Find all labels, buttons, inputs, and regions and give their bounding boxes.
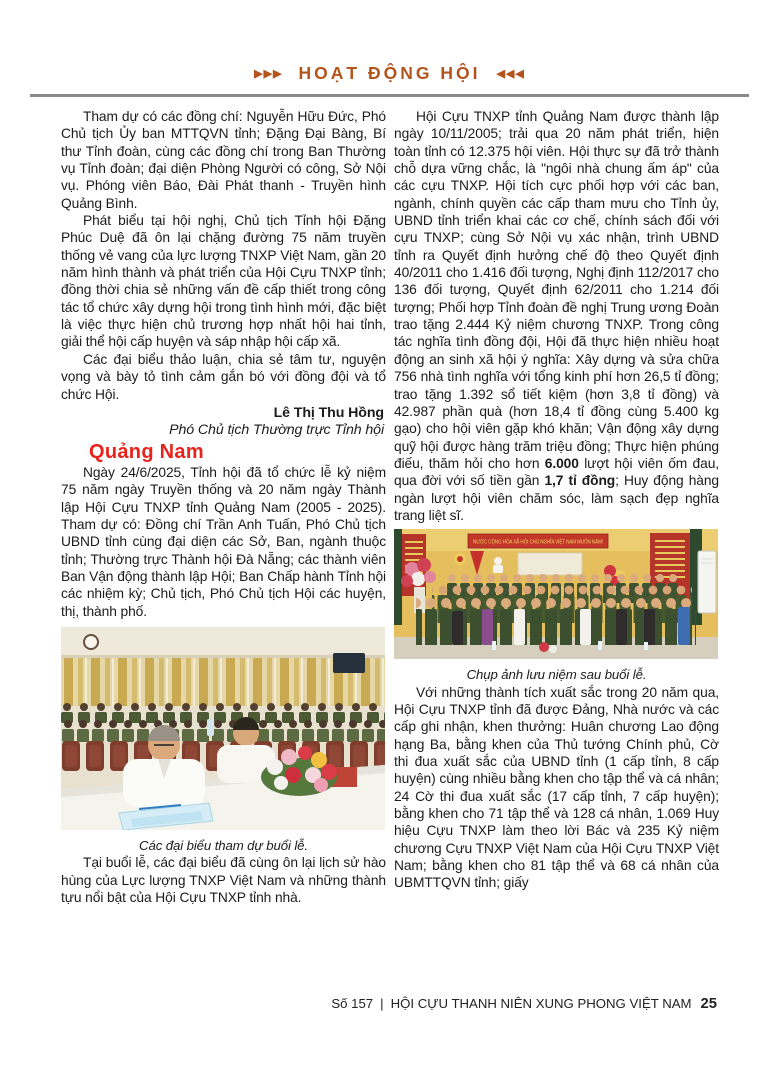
left-column xyxy=(61,108,386,906)
photo-caption: Chụp ảnh lưu niệm sau buổi lễ. xyxy=(466,667,647,683)
section-heading-quang-nam: Quảng Nam xyxy=(89,440,204,463)
paragraph: Phát biểu tại hội nghị, Chủ tịch Tỉnh hội Đặng Phúc Duệ đã ôn lại chặng đường 75 năm truyền thống vẻ vang của lực lượng TNXP Việt Nam, gần 20 năm hình thành và phát triển của Hội Cựu TNXP tỉnh; đồng thời chia sẻ những vấn đề cấp thiết trong công tác tổ chức xây dựng hội trong tình hình mới, đặc biệt là việc thực hiện chủ trương hợp nhất hội hai tỉnh, giải thể hội cấp huyện và sáp nhập hội cấp xã. xyxy=(61,213,386,350)
group-photo xyxy=(394,529,718,659)
delegates-photo xyxy=(61,627,385,830)
page-footer xyxy=(331,996,717,1012)
header-rule xyxy=(30,94,749,97)
bold-number: 6.000 xyxy=(544,455,579,471)
paragraph: Ngày 24/6/2025, Tỉnh hội đã tổ chức lễ kỷ niệm 75 năm ngày Truyền thống và 20 năm ngày Thành lập Hội Cựu TNXP tỉnh Quảng Nam (2005 - 2025). Tham dự có: Đồng chí Trần Anh Tuấn, Phó Chủ tịch UBND tỉnh cùng đại diện các Sở, Ban, ngành thuộc tỉnh; Thường trực Thành hội Đà Nẵng; các thành viên Ban Vận động thành lập Hội; Ban Chấp hành Tỉnh hội các nhiệm kỳ; Chủ tịch, Phó Chủ tịch Hội các huyện, thị, thành phố. xyxy=(61,464,386,619)
figure-delegates xyxy=(61,627,386,854)
figure-group-photo xyxy=(394,529,719,683)
paragraph: Với những thành tích xuất sắc trong 20 năm qua, Hội Cựu TNXP tỉnh đã được Đảng, Nhà nước và các cấp ghi nhận, khen thưởng: Huân chương Lao động hạng Ba, bằng khen của Thủ tướng Chính phủ, Cờ thi đua xuất sắc của UBND tỉnh (1 cấp tỉnh, 8 cấp huyện) cùng nhiều bằng khen cho tập thể và cá nhân; 24 Cờ thi đua xuất sắc (17 cấp tỉnh, 7 cấp huyện); bằng khen cho 71 tập thể và 128 cá nhân, 1.069 Huy hiệu Cựu TNXP làm theo lời Bác và 235 Kỷ niệm chương Cựu TNXP Việt Nam của Hội Cựu TNXP Việt Nam; bằng khen cho 81 tập thể và 68 cá nhân của UBMTTQVN tỉnh; giấy xyxy=(394,684,719,891)
wall-clock xyxy=(84,635,98,649)
triple-right-arrows-icon: ▶▶▶ xyxy=(254,68,283,80)
author-title: Phó Chủ tịch Thường trực Tỉnh hội xyxy=(169,422,384,439)
section-header xyxy=(0,63,779,84)
photo-caption: Các đại biểu tham dự buổi lễ. xyxy=(139,837,308,853)
footer-page-number: 25 xyxy=(700,996,717,1012)
author-name: Lê Thị Thu Hồng xyxy=(273,404,384,421)
bold-number: 1,7 tỉ đồng xyxy=(544,473,616,489)
footer-issue: Số 157 xyxy=(331,996,374,1011)
triple-left-arrows-icon: ◀◀◀ xyxy=(496,68,525,80)
paragraph: Hội Cựu TNXP tỉnh Quảng Nam được thành lập ngày 10/11/2005; trải qua 20 năm phát triển, hiện toàn tỉnh có 12.375 hội viên. Hội thực sự đã trở thành chỗ dựa vững chắc, là "ngôi nhà chung ấm áp" của các cựu TNXP. Hội tích cực phối hợp với các ban, ngành, chính quyền các cấp tham mưu cho Tỉnh ủy, UBND tỉnh triển khai các cơ chế, chính sách đối với cựu TNXP; cùng Sở Nội vụ xác nhận, trình UBND tỉnh ra Quyết định hưởng chế độ theo Quyết định 40/2011 cho 1.416 đối tượng, Nghị định 112/2017 cho 136 đối tượng, Quyết định 62/2011 cho 1.214 đối tượng; Phối hợp Tỉnh đoàn đề nghị Trung ương Đoàn trao tặng 2.444 Kỷ niệm chương TNXP. Trong công tác nghĩa tình đồng đội, Hội đã thực hiện nhiều hoạt động an sinh xã hội ý nghĩa: Xây dựng và sửa chữa 756 nhà tình nghĩa với tổng kinh phí hơn 26,5 tỉ đồng; trao tặng 1.392 sổ tiết kiệm (hơn 3,8 tỉ đồng) và 42.987 phần quà (hơn 18,4 tỉ đồng cùng 5.400 kg gạo) cho hội viên gặp khó khăn; Vận động xây dựng quỹ hội được hàng trăm triệu đồng; Thực hiện phúng điếu, thăm hỏi cho hơn 6.000 lượt hội viên ốm đau, qua đời với số tiền gần 1,7 tỉ đồng; Huy động hàng ngàn lượt hội viên chăm sóc, làm sạch đẹp nghĩa trang liệt sĩ. xyxy=(394,109,719,523)
paragraph: Tại buổi lễ, các đại biểu đã cùng ôn lại lịch sử hào hùng của Lực lượng TNXP Việt Nam và những thành tựu nổi bật của Hội Cựu TNXP tỉnh nhà. xyxy=(61,855,386,905)
paragraph: Các đại biểu thảo luận, chia sẻ tâm tư, nguyện vọng và bày tỏ tình cảm gắn bó với đồng đội và tổ chức Hội. xyxy=(61,351,386,402)
footer-journal-name: HỘI CỰU THANH NIÊN XUNG PHONG VIỆT NAM xyxy=(390,996,692,1011)
banner-text: NƯỚC CỘNG HÒA XÃ HỘI CHỦ NGHĨA VIỆT NAM MUÔN NĂM! xyxy=(473,539,616,546)
red-banner xyxy=(468,534,616,548)
water-bottle xyxy=(207,719,214,736)
tv-screen xyxy=(333,653,365,673)
footer-separator: | xyxy=(380,996,384,1011)
projection-screen xyxy=(518,553,582,575)
right-column xyxy=(394,108,719,892)
page-title: HOẠT ĐỘNG HỘI xyxy=(298,63,481,83)
paragraph: Tham dự có các đồng chí: Nguyễn Hữu Đức, Phó Chủ tịch Ủy ban MTTQVN tỉnh; Đặng Đại Bàng, Bí thư Tỉnh đoàn, cùng các đồng chí trong Ban Thường vụ Tỉnh đoàn; đại diện Phòng Người có công, Sở Nội vụ. Phóng viên Báo, Đài Phát thanh - Truyền hình Quảng Bình. xyxy=(61,109,386,211)
air-conditioner xyxy=(698,551,716,613)
